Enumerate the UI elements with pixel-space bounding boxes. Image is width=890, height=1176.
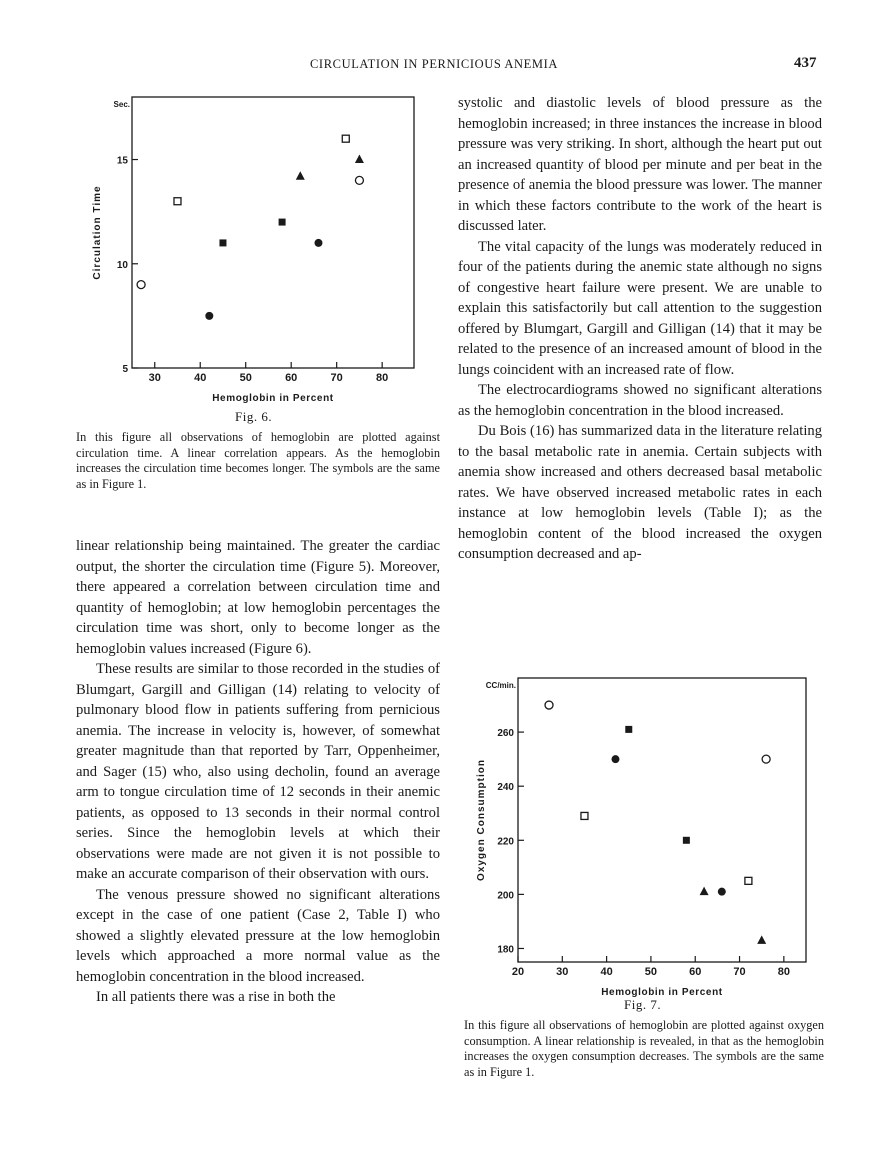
point-open-square bbox=[174, 198, 181, 205]
body-paragraph: The venous pressure showed no significant alterations except in the case of one patient (Case 2, Table I) who showed a slightly elevated pressure at the low hemoglobin levels which approached a more normal value as the hemoglobin concentration in the blood increased. bbox=[76, 886, 440, 985]
y-axis-label: Circulation Time bbox=[92, 185, 103, 280]
figure-6-scatter-plot bbox=[86, 93, 426, 408]
plot-frame bbox=[132, 97, 414, 368]
x-tick-label: 30 bbox=[148, 372, 161, 384]
body-paragraph: In all patients there was a rise in both the bbox=[96, 989, 336, 1005]
body-paragraph: systolic and diastolic levels of blood pressure as the hemoglobin increased; in three instances the increase in blood pressure was very striking. In short, although the heart put out an increased quantity of blood per minute and per beat in the presence of anemia the blood pressure was lower. The manner in which these factors contribute to the work of the heart is discussed later. bbox=[458, 95, 822, 234]
right-column-text bbox=[458, 93, 822, 565]
body-paragraph: The vital capacity of the lungs was moderately reduced in four of the patients during the anemic state although no signs of congestive heart failure were present. We are unable to explain this satisfactorily but call attention to the suggestion offered by Blumgart, Gargill and Gilligan (14) that it may be related to the presence of an increased amount of blood in the lungs coincident with an increased rate of flow. bbox=[458, 238, 822, 378]
point-open-circle bbox=[545, 701, 553, 709]
y-tick-label: 10 bbox=[116, 259, 128, 271]
point-filled-triangle bbox=[296, 171, 305, 180]
y-unit-label: CC/min. bbox=[485, 681, 516, 690]
point-filled-circle bbox=[314, 239, 322, 247]
x-axis-label: Hemoglobin in Percent bbox=[601, 987, 723, 998]
point-filled-square bbox=[279, 219, 286, 226]
figure-6-caption: In this figure all observations of hemoglobin are plotted against circulation time. A linear correlation appears. As the hemoglobin increases the circulation time becomes longer. The symbols are the same as in Figure 1. bbox=[76, 430, 440, 491]
point-filled-square bbox=[683, 837, 690, 844]
figure-7-scatter-plot bbox=[470, 674, 830, 999]
body-paragraph: The electrocardiograms showed no significant alterations as the hemoglobin concentration in the blood increased. bbox=[458, 382, 822, 419]
page-number: 437 bbox=[794, 55, 817, 71]
body-paragraph: linear relationship being maintained. The greater the cardiac output, the shorter the circulation time (Figure 5). Moreover, there appeared a correlation between circulation time and quantity of hemoglobin; at low hemoglobin percentages the circulation time was short, only to become longer as the hemoglobin values increased (Figure 6). bbox=[76, 538, 440, 657]
figure-6-label: Fig. 6. bbox=[235, 409, 273, 424]
x-tick-label: 70 bbox=[733, 966, 746, 978]
point-open-square bbox=[581, 812, 588, 819]
body-paragraph: Du Bois (16) has summarized data in the literature relating to the basal metabolic rate in anemia. Certain subjects with anemia show increased and others decreased basal metabolic rates. We have observed increased metabolic rates in each instance at low hemoglobin levels (Table I); as the hemoglobin content of the blood increased the oxygen consumption decreased and ap- bbox=[458, 423, 822, 562]
left-column-text bbox=[76, 536, 440, 1008]
figure-7-label: Fig. 7. bbox=[624, 997, 662, 1012]
point-open-circle bbox=[137, 281, 145, 289]
x-tick-label: 50 bbox=[239, 372, 252, 384]
x-tick-label: 40 bbox=[600, 966, 613, 978]
point-filled-triangle bbox=[355, 155, 364, 164]
y-tick-label: 15 bbox=[116, 155, 128, 167]
x-tick-label: 80 bbox=[777, 966, 790, 978]
running-head: CIRCULATION IN PERNICIOUS ANEMIA bbox=[310, 57, 559, 71]
point-open-circle bbox=[762, 755, 770, 763]
x-tick-label: 40 bbox=[194, 372, 207, 384]
x-tick-label: 50 bbox=[644, 966, 658, 978]
point-filled-square bbox=[219, 239, 226, 246]
x-axis-label: Hemoglobin in Percent bbox=[212, 393, 334, 404]
x-tick-label: 20 bbox=[511, 966, 525, 978]
point-filled-circle bbox=[718, 888, 726, 896]
x-tick-label: 60 bbox=[689, 966, 702, 978]
y-tick-label: 260 bbox=[497, 728, 514, 740]
y-tick-label: 240 bbox=[497, 782, 514, 794]
figure-7-caption: In this figure all observations of hemoglobin are plotted against oxygen consumption. A linear relationship is revealed, in that as the hemoglobin increases the oxygen consumption decreases. The symbols are the same as in Figure 1. bbox=[464, 1018, 824, 1079]
x-tick-label: 60 bbox=[285, 372, 298, 384]
y-tick-label: 200 bbox=[497, 890, 514, 902]
y-tick-label: 5 bbox=[122, 364, 128, 375]
point-filled-triangle bbox=[700, 887, 709, 896]
point-open-square bbox=[342, 135, 349, 142]
x-tick-label: 80 bbox=[376, 372, 389, 384]
y-tick-label: 220 bbox=[497, 836, 514, 848]
x-tick-label: 70 bbox=[330, 372, 343, 384]
y-tick-label: 180 bbox=[497, 944, 514, 956]
point-open-square bbox=[745, 877, 752, 884]
point-open-circle bbox=[355, 176, 363, 184]
point-filled-triangle bbox=[757, 935, 766, 944]
x-tick-label: 30 bbox=[556, 966, 569, 978]
body-paragraph: These results are similar to those recorded in the studies of Blumgart, Gargill and Gilligan (14) relating to velocity of pulmonary blood flow in patients suffering from pernicious anemia. The increase in velocity is, however, of somewhat greater magnitude than that reported by Tarr, Oppenheimer, and Sager (15) who, also using decholin, found an average arm to tongue circulation time of 12 seconds in their anemic patients, as opposed to 13 seconds in their normal control series. Since the hemoglobin levels at which their observations were made are not given it is not possible to make an accurate comparison of their observation with ours. bbox=[76, 661, 440, 882]
y-axis-label: Oxygen Consumption bbox=[476, 759, 487, 881]
y-unit-label: Sec. bbox=[113, 100, 130, 109]
plot-frame bbox=[518, 678, 806, 962]
point-filled-circle bbox=[205, 312, 213, 320]
point-filled-square bbox=[625, 726, 632, 733]
point-filled-circle bbox=[611, 755, 619, 763]
